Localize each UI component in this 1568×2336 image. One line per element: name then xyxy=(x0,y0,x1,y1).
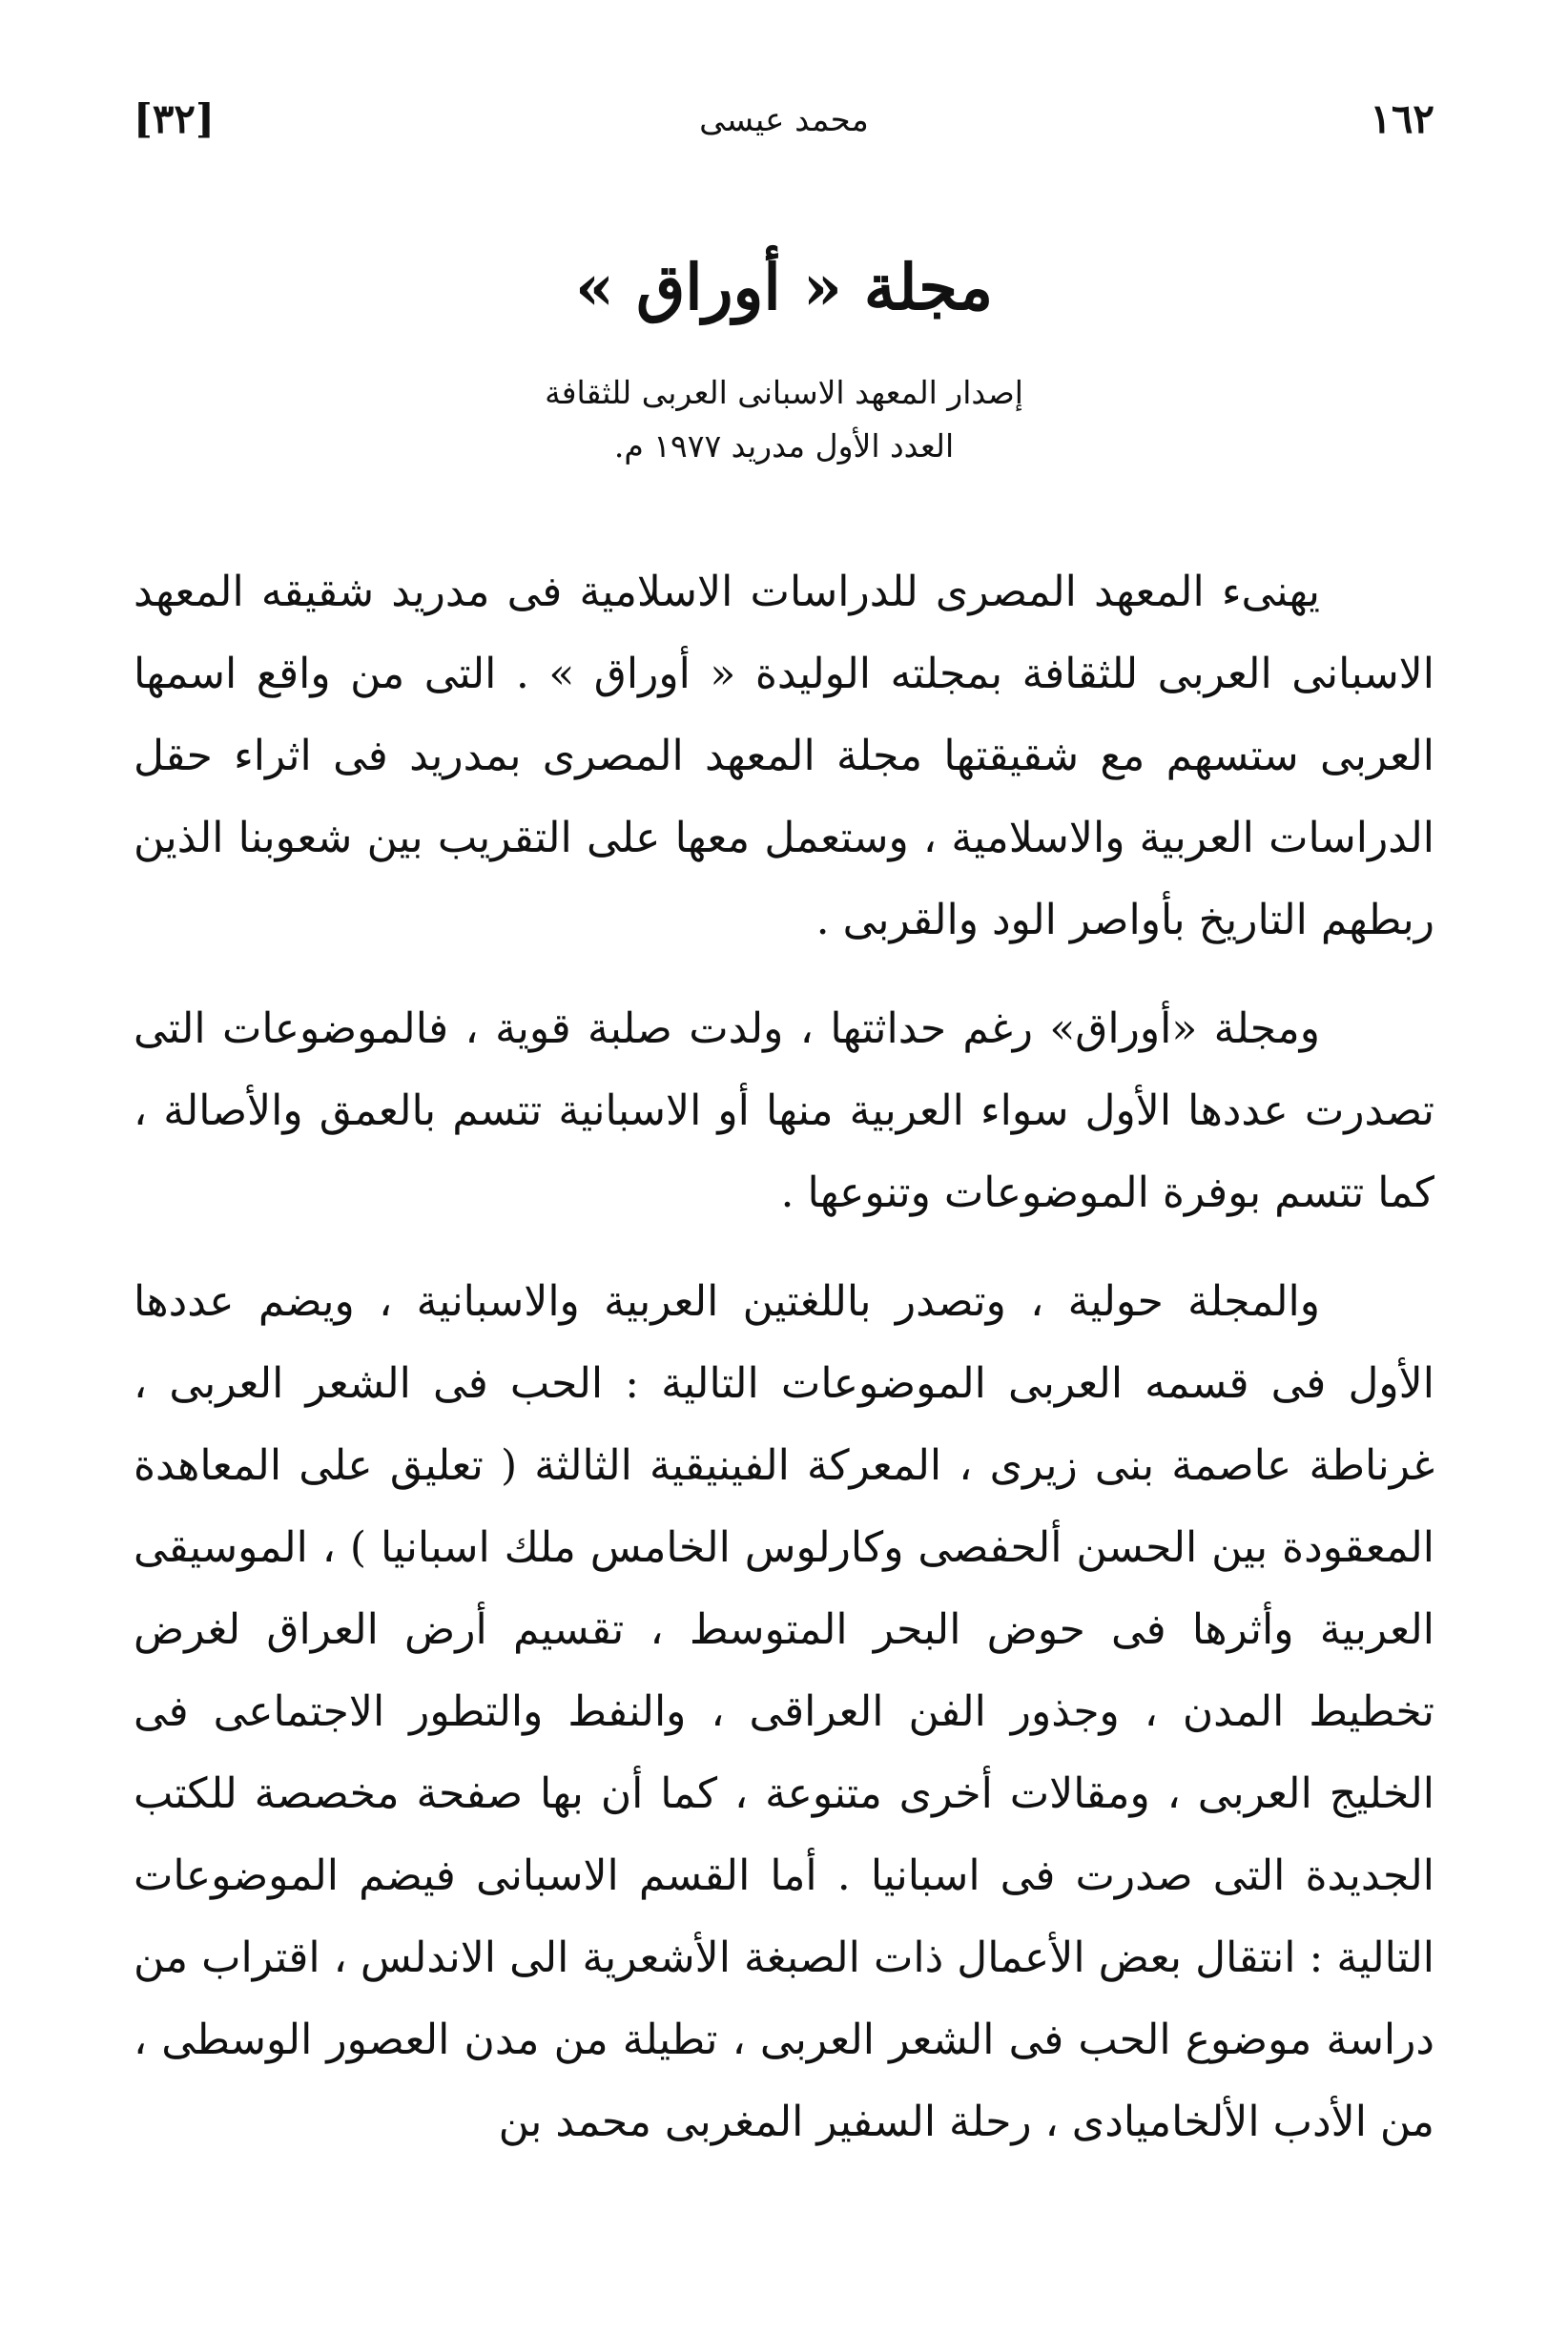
page-number: ١٦٢ xyxy=(1370,95,1434,142)
paragraph-2: ومجلة «أوراق» رغم حداثتها ، ولدت صلبة قوية ، فالموضوعات التى تصدرت عددها الأول سواء العربية منها أو الاسبانية تتسم بالعمق والأصالة ، كما تتسم بوفرة الموضوعات وتنوعها . xyxy=(134,1004,1434,1217)
author-name: محمد عيسى xyxy=(699,101,869,139)
article-title: مجلة « أوراق » xyxy=(574,250,994,324)
paragraph-3: والمجلة حولية ، وتصدر باللغتين العربية والاسبانية ، ويضم عددها الأول فى قسمه العربى الموضوعات التالية : الحب فى الشعر العربى ، غرناطة عاصمة بنى زيرى ، المعركة الفينيقية الثالثة ( تعليق على المعاهدة المعقودة بين الحسن ألحفصى وكارلوس الخامس ملك اسبانيا ) ، الموسيقى العربية وأثرها فى حوض البحر المتوسط ، تقسيم أرض العراق لغرض تخطيط المدن ، وجذور الفن العراقى ، والنفط والتطور الاجتماعى فى الخليج العربى ، ومقالات أخرى متنوعة ، كما أن بها صفحة مخصصة للكتب الجديدة التى صدرت فى اسبانيا . أما القسم الاسبانى فيضم الموضوعات التالية : انتقال بعض الأعمال ذات الصبغة الأشعرية الى الاندلس ، اقتراب من دراسة موضوع الحب فى الشعر العربى ، تطيلة من مدن العصور الوسطى ، من الأدب الألخاميادى ، رحلة السفير المغربى محمد بن xyxy=(134,1277,1434,2146)
section-number: [٣٢] xyxy=(134,95,215,142)
issue-line: العدد الأول مدريد ١٩٧٧ م. xyxy=(613,427,955,465)
article-body xyxy=(134,551,1434,2190)
running-header xyxy=(134,95,1434,153)
publisher-line: إصدار المعهد الاسبانى العربى للثقافة xyxy=(545,374,1023,411)
paragraph-1: يهنىء المعهد المصرى للدراسات الاسلامية فى مدريد شقيقه المعهد الاسبانى العربى للثقافة بمجلته الوليدة « أوراق » . التى من واقع اسمها العربى ستسهم مع شقيقتها مجلة المعهد المصرى بمدريد فى اثراء حقل الدراسات العربية والاسلامية ، وستعمل معها على التقريب بين شعوبنا الذين ربطهم التاريخ بأواصر الود والقربى . xyxy=(134,568,1434,944)
